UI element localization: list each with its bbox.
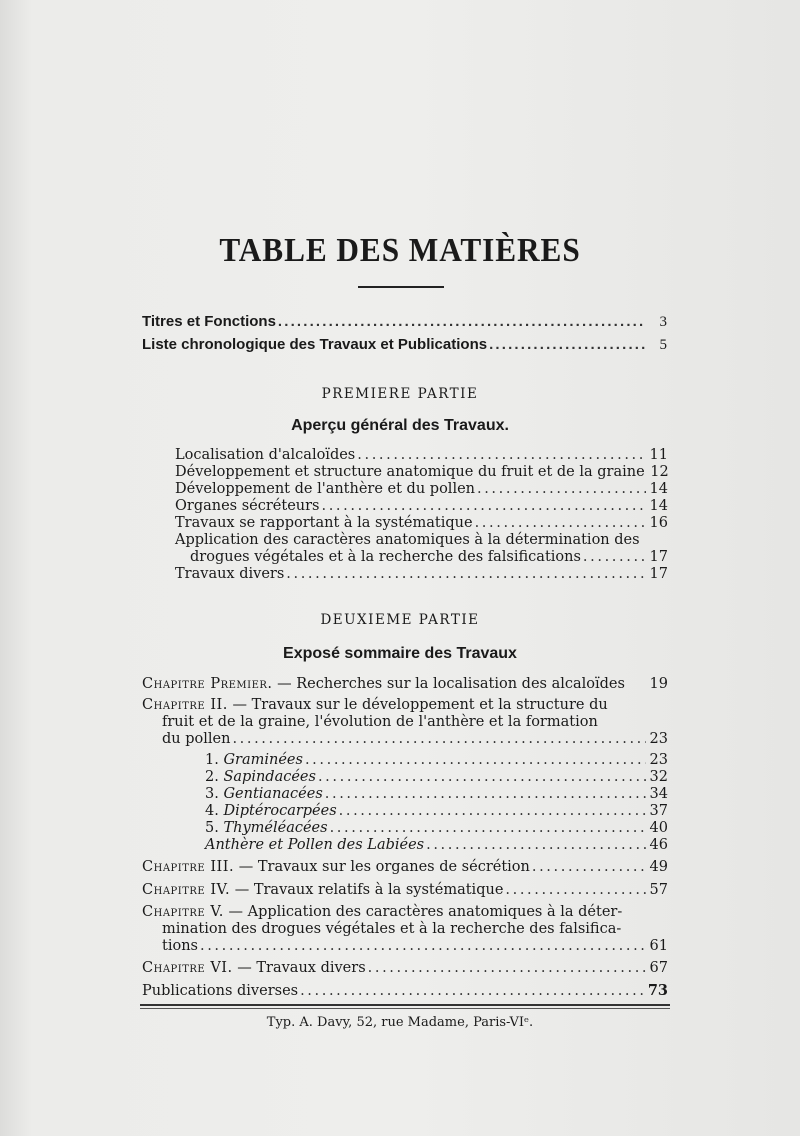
page-title: TABLE DES MATIÈRES [219, 232, 581, 269]
leader-dots [583, 549, 646, 566]
chapter-number: Chapitre VI. [142, 960, 233, 976]
toc-entry-label: Développement de l'anthère et du pollen [175, 481, 475, 497]
toc-entry-label: Titres et Fonctions [142, 313, 276, 330]
subentry-label: Gentianacées [223, 786, 323, 802]
chapter-number: Chapitre IV. [142, 882, 231, 898]
toc-entry-page: 19 [649, 676, 668, 692]
subentry [205, 803, 668, 820]
chapter-title: — Travaux relatifs à la systématique [234, 882, 504, 898]
toc-entry [175, 566, 668, 583]
leader-dots [232, 731, 646, 748]
toc-entry-page: 61 [649, 938, 668, 954]
chapter-entry [142, 676, 668, 693]
chapter-number: Chapitre V. [142, 904, 224, 920]
part-heading: Exposé sommaire des Travaux [283, 645, 517, 662]
toc-entry-label: Organes sécréteurs [175, 498, 320, 514]
chapter-entry [142, 882, 668, 899]
title-rule [358, 286, 444, 288]
toc-entry-page: 17 [649, 549, 668, 565]
subentry-label: Anthère et Pollen des Labiées [205, 837, 425, 853]
printer-imprint: Typ. A. Davy, 52, rue Madame, Paris-VIᵉ. [266, 1015, 534, 1030]
leader-dots [475, 515, 646, 532]
chapter-title-line: mination des drogues végétales et à la recherche des falsifica- [162, 921, 622, 937]
toc-entry-page: 11 [649, 447, 668, 463]
leader-dots [368, 960, 646, 977]
toc-entry-page: 32 [649, 769, 668, 785]
chapter-number: Chapitre II. [142, 697, 228, 713]
chapter-number: Chapitre III. [142, 859, 235, 875]
toc-entry-page: 23 [649, 731, 668, 747]
leader-dots [477, 481, 646, 498]
leader-dots [426, 837, 646, 854]
footer-rule [140, 1004, 670, 1006]
part-label: DEUXIEME PARTIE [320, 612, 480, 628]
part-label: PREMIERE PARTIE [321, 386, 479, 402]
subentry-label: Diptérocarpées [223, 803, 337, 819]
chapter-title: — Travaux divers [237, 960, 366, 976]
toc-entry [175, 515, 668, 532]
chapter-entry [142, 982, 668, 1000]
chapter-title-line: fruit et de la graine, l'évolution de l'anthère et la formation [162, 714, 598, 730]
leader-dots [357, 447, 646, 464]
toc-entry-page: 57 [649, 882, 668, 898]
chapter-entry [142, 697, 608, 714]
toc-entry-page: 46 [649, 837, 668, 853]
leader-dots [305, 752, 646, 769]
subentry-label: Sapindacées [223, 769, 316, 785]
chapter-entry [142, 960, 668, 977]
toc-entry-label: Travaux divers [175, 566, 285, 582]
leader-dots [286, 566, 646, 583]
chapter-title: — Application des caractères anatomiques à la déter- [228, 904, 623, 920]
subentry-label: Graminées [223, 752, 303, 768]
toc-entry-page: 16 [649, 515, 668, 531]
subentry-number: 5. [205, 820, 219, 836]
subentry-number: 3. [205, 786, 219, 802]
chapter-entry [142, 859, 668, 876]
leader-dots [318, 769, 646, 786]
toc-entry-page: 14 [649, 481, 668, 497]
toc-entry-page: 5 [659, 337, 667, 353]
footer-rule [140, 1008, 670, 1009]
chapter-title: — Travaux sur les organes de sécrétion [238, 859, 530, 875]
chapter-title: — Travaux sur le développement et la structure du [232, 697, 608, 713]
leader-dots [330, 820, 646, 837]
toc-entry-page: 14 [649, 498, 668, 514]
leader-dots [339, 803, 646, 820]
toc-entry-label: Localisation d'alcaloïdes [175, 447, 356, 463]
chapter-number: Chapitre Premier. [142, 676, 273, 692]
leader-dots [278, 313, 645, 330]
chapter-title: Publications diverses [142, 983, 299, 999]
subentry [205, 786, 668, 803]
leader-dots [322, 498, 647, 515]
toc-entry-label: Développement et structure anatomique du fruit et de la graine [175, 464, 645, 480]
subentry [205, 820, 668, 837]
subentry [205, 752, 668, 769]
chapter-title: — Recherches sur la localisation des alcaloïdes [277, 676, 625, 692]
toc-entry [190, 549, 668, 566]
toc-entry-page: 23 [649, 752, 668, 768]
subentry [205, 769, 668, 786]
toc-entry-page: 49 [649, 859, 668, 875]
chapter-title-line: du pollen [162, 731, 231, 747]
subentry-number: 2. [205, 769, 219, 785]
toc-entry-page: 67 [649, 960, 668, 976]
toc-entry [175, 498, 668, 515]
leader-dots [325, 786, 646, 803]
subentry-number: 4. [205, 803, 219, 819]
subentry [205, 837, 668, 854]
toc-entry-continuation: drogues végétales et à la recherche des falsifications [190, 549, 581, 565]
toc-entry-titres [142, 313, 667, 331]
leader-dots [300, 983, 646, 1000]
chapter-title-line: tions [162, 938, 198, 954]
toc-entry-liste [142, 336, 667, 354]
toc-entry [162, 731, 668, 748]
part-heading: Aperçu général des Travaux. [291, 417, 509, 434]
toc-entry-page: 34 [649, 786, 668, 802]
toc-entry [175, 464, 668, 481]
toc-entry-page: 40 [649, 820, 668, 836]
toc-entry [175, 447, 668, 464]
subentry-number: 1. [205, 752, 219, 768]
toc-entry-label: Liste chronologique des Travaux et Publications [142, 336, 488, 353]
toc-entry-page: 3 [659, 314, 667, 330]
toc-entry [175, 481, 668, 498]
leader-dots [489, 336, 645, 353]
toc-entry-label: Application des caractères anatomiques à la détermination des [175, 532, 640, 548]
toc-entry-page: 73 [647, 982, 668, 999]
toc-entry-page: 37 [649, 803, 668, 819]
toc-entry-label: Travaux se rapportant à la systématique [175, 515, 473, 531]
leader-dots [532, 859, 646, 876]
subentry-label: Thyméléacées [223, 820, 328, 836]
leader-dots [505, 882, 646, 899]
toc-entry-page: 12 [650, 464, 669, 480]
toc-entry-page: 17 [649, 566, 668, 582]
chapter-entry [142, 904, 622, 921]
leader-dots [200, 938, 646, 955]
toc-entry [162, 938, 668, 955]
